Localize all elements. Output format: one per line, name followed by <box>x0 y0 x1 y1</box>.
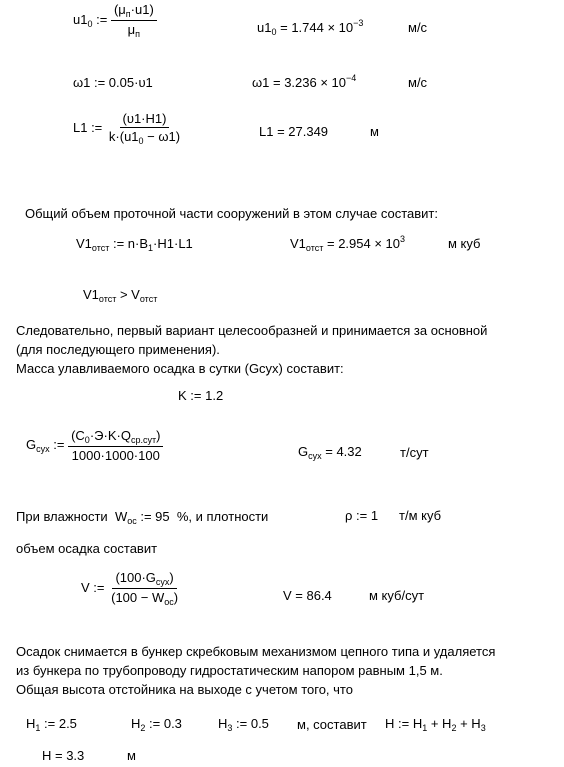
sludge-line-1: Осадок снимается в бункер скребковым механизмом цепного типа и удаляется <box>16 644 496 659</box>
humidity-expression: $W_{ос}$ := 95 <box>114 509 170 526</box>
G-definition: $G_{сух}$ := $\frac{(C_0\cdot Э\cdot K\cdot Q_{ср.сут})}{1000\cdot 1000\cdot 100}$ <box>26 428 163 463</box>
L1-unit: м <box>370 124 379 139</box>
L1-fraction: $\frac{(\upsilon 1\cdot H1)}{k\cdot(u1_0 - \omega 1)}$ <box>108 111 181 146</box>
V1-unit: м куб <box>448 236 481 251</box>
w1-unit: м/с <box>408 75 428 90</box>
V-unit: м куб/сут <box>369 588 425 603</box>
L1-definition: L1 := $\frac{(\upsilon 1\cdot H1)}{k\cdot(u1_0 - \omega 1)}$ <box>73 111 183 146</box>
G-fraction: $\frac{(C_0\cdot Э\cdot K\cdot Q_{ср.сут})}{1000\cdot 1000\cdot 100}$ <box>68 428 163 463</box>
K-definition: K := 1.2 <box>178 388 224 403</box>
u10-fraction: $\frac{(\mu_п\cdot u1)}{\mu_п}$ <box>111 2 157 39</box>
u10-unit: м/с <box>408 20 428 35</box>
w1-result: $\omega 1 = 3.236 \times 10^{-4}$ <box>252 73 357 90</box>
H-unit: м <box>127 748 136 763</box>
V-definition: V := $\frac{(100\cdot G_{сух})}{(100 - W_{ос})}$ <box>81 570 181 607</box>
H1-definition: $H_1$ := 2.5 <box>26 716 77 733</box>
V-fraction: $\frac{(100\cdot G_{сух})}{(100 - W_{ос})}$ <box>111 570 179 607</box>
w1-definition: ω1 := 0.05·υ1 <box>73 75 153 90</box>
height-intro-text: Общая высота отстойника на выходе с учетом того, что <box>16 682 353 697</box>
H-result: H = 3.3 <box>42 748 85 763</box>
u10-result: $u1_0 = 1.744 \times 10^{-3}$ <box>257 18 364 37</box>
mass-intro-text: Масса улавливаемого осадка в сутки (Gсух) составит: <box>16 361 344 376</box>
height-sum-prefix: м, составит <box>297 717 367 732</box>
G-unit: т/сут <box>400 445 429 460</box>
H3-definition: $H_3$ := 0.5 <box>218 716 269 733</box>
L1-result: L1 = 27.349 <box>259 124 329 139</box>
density-expression: ρ := 1 <box>345 508 379 523</box>
V-result: V = 86.4 <box>283 588 332 603</box>
conclusion-line-2: (для последующего применения). <box>16 342 220 357</box>
volume-intro-text: Общий объем проточной части сооружений в этом случае составит: <box>25 206 438 221</box>
volume-result-intro: объем осадка составит <box>16 541 158 556</box>
H2-definition: $H_2$ := 0.3 <box>131 716 182 733</box>
V1-comparison: $V1_{отст} > V_{отст}$ <box>83 287 158 304</box>
sludge-line-2: из бункера по трубопроводу гидростатическим напором равным 1,5 м. <box>16 663 443 678</box>
u10-definition: $u1_0$ := $\frac{(\mu_п\cdot u1)}{\mu_п}$ <box>73 2 157 39</box>
humidity-line: При влажности $W_{ос}$ := 95 %, и плотности <box>16 509 269 526</box>
H-sum-definition: H := $H_1 + H_2 + H_3$ <box>385 716 486 733</box>
G-result: $G_{сух} = 4.32$ <box>298 444 362 461</box>
V1-definition: $V1_{отст}$ := $n\cdot B_1\cdot H1\cdot L1$ <box>76 236 193 253</box>
V1-result: $V1_{отст} = 2.954 \times 10^3$ <box>290 234 406 253</box>
density-unit: т/м куб <box>399 508 442 523</box>
conclusion-line-1: Следовательно, первый вариант целесообразней и принимается за основной <box>16 323 488 338</box>
